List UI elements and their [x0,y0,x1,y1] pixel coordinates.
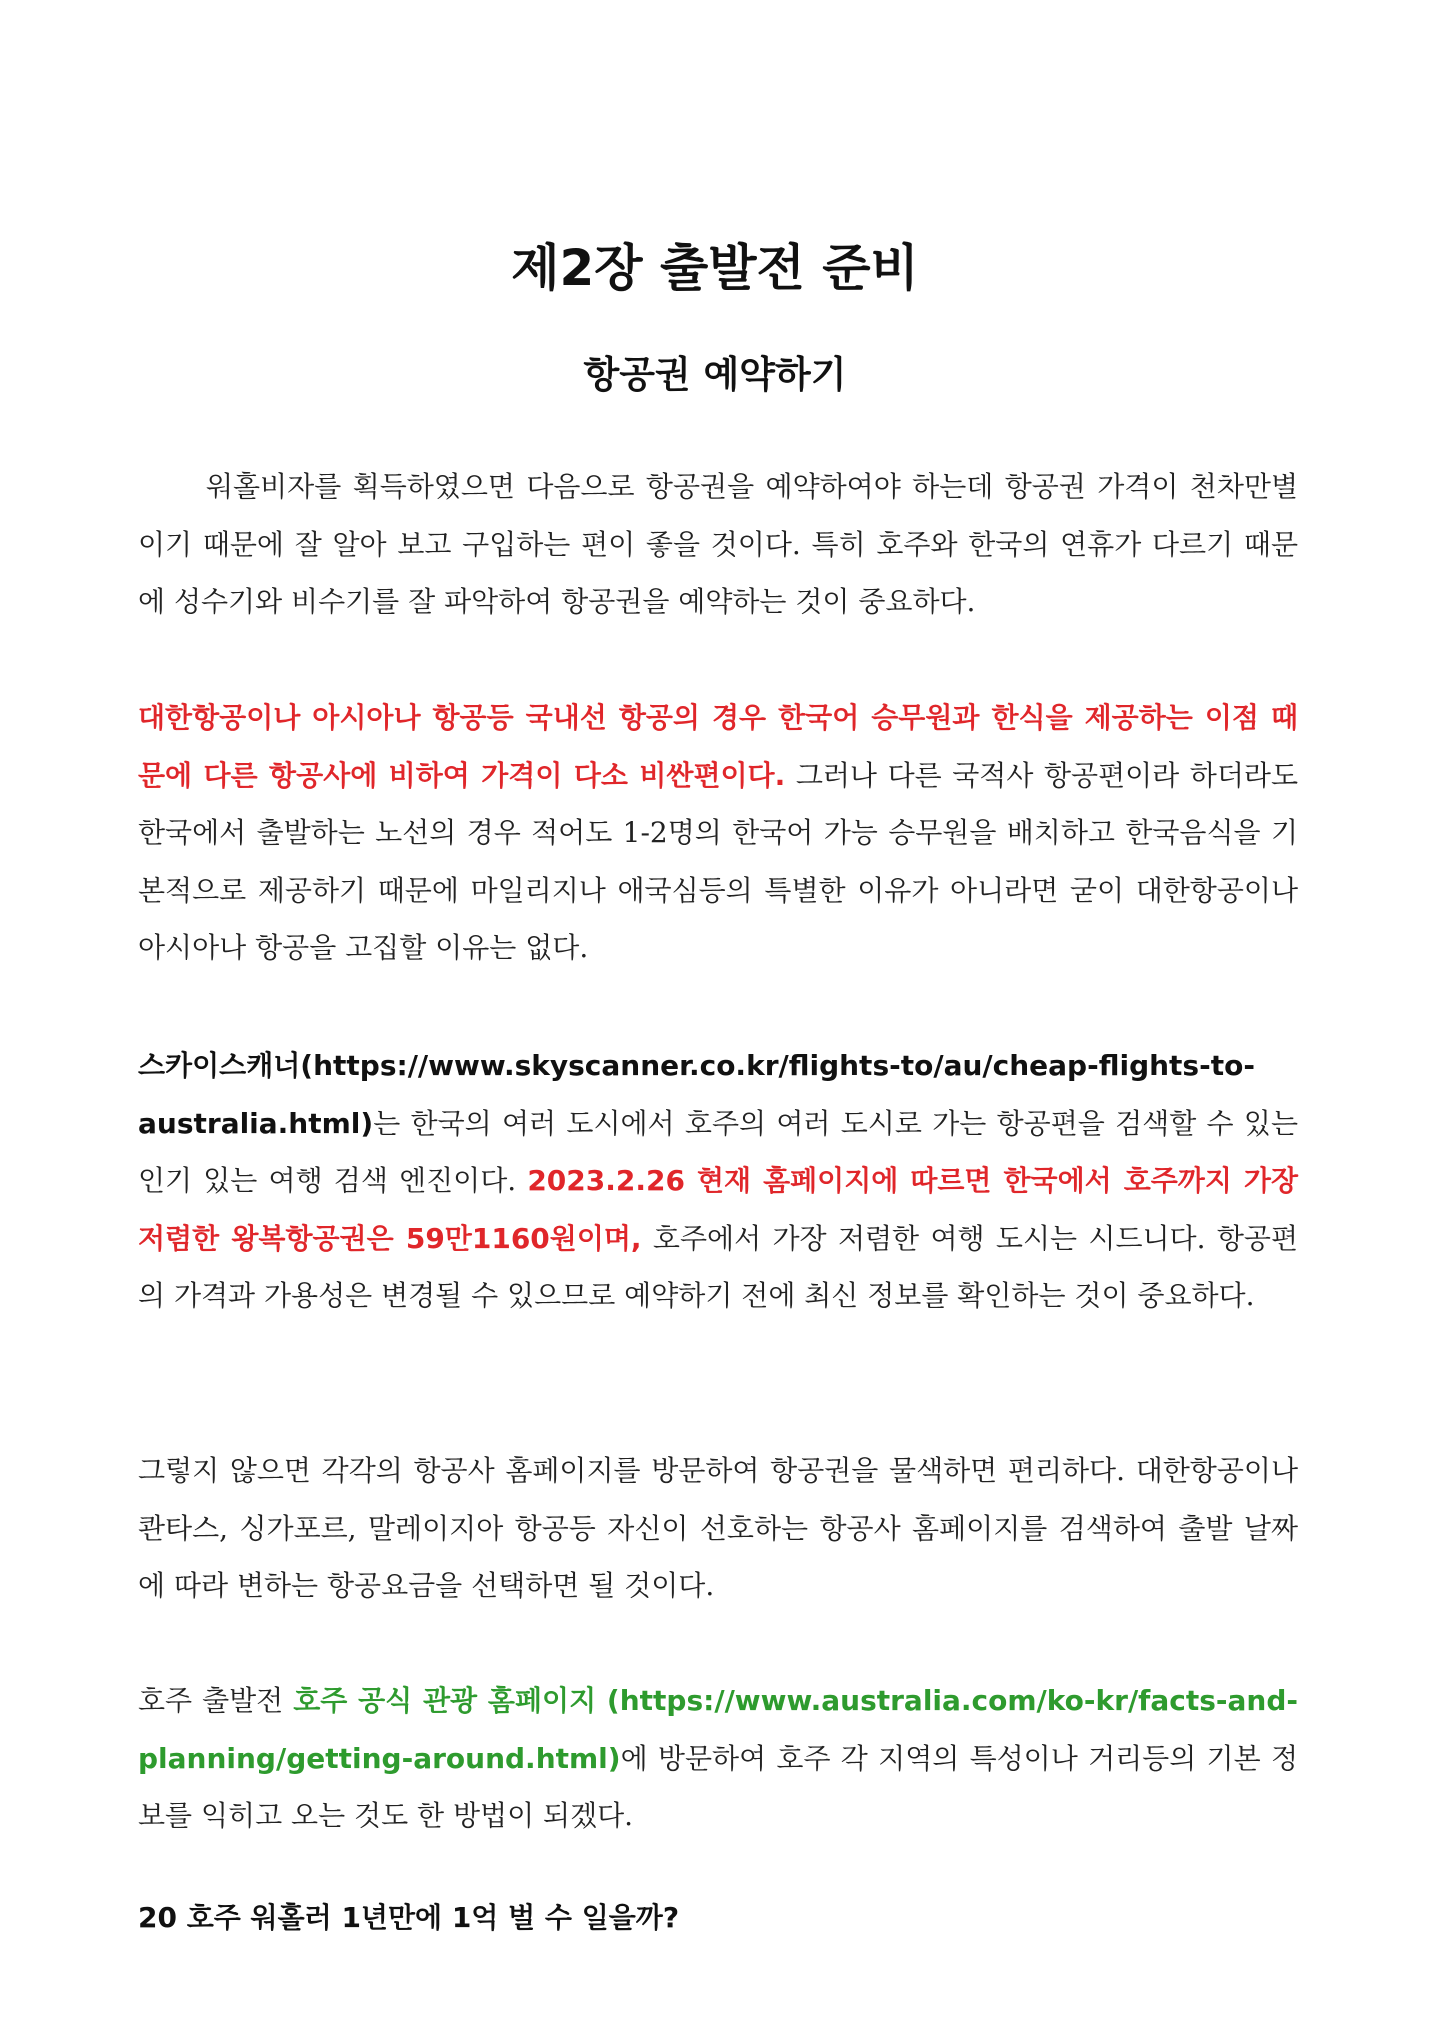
skyscanner-link[interactable]: 스카이스캐너(https://www.skyscanner.co.kr/flights-to/au/cheap-flights-to-australia.html) [138,1049,1255,1140]
page-footer: 20 호주 워홀러 1년만에 1억 벌 수 일을까? [138,1901,680,1934]
paragraph-airlines [138,689,1298,977]
paragraph-airline-homepages-text: 그렇지 않으면 각각의 항공사 홈페이지를 방문하여 항공권을 물색하면 편리하다. 대한항공이나 콴타스, 싱가포르, 말레이지아 항공등 자신이 선호하는 항공사 홈페이지를 검색하여 출발 날짜에 따라 변하는 항공요금을 선택하면 될 것이다. [138,1454,1298,1602]
paragraph-skyscanner [138,1037,1298,1325]
paragraph-tourism-start: 호주 출발전 [138,1684,294,1717]
highlight-cheapest-fare: 2023.2.26 현재 홈페이지에 따르면 한국에서 호주까지 가장 저렴한 왕복항공권은 59만1160원이며, [138,1164,1298,1255]
paragraph-intro-text: 워홀비자를 획득하였으면 다음으로 항공권을 예약하여야 하는데 항공권 가격이 천차만별이기 때문에 잘 알아 보고 구입하는 편이 좋을 것이다. 특히 호주와 한국의 연휴가 다르기 때문에 성수기와 비수기를 잘 파악하여 항공권을 예약하는 것이 중요하다. [138,470,1298,618]
section-title: 항공권 예약하기 [583,353,847,396]
paragraph-tourism-rest: 에 방문하여 호주 각 지역의 특성이나 거리등의 기본 정보를 익히고 오는 것도 한 방법이 되겠다. [138,1741,1298,1832]
australia-tourism-link[interactable]: 호주 공식 관광 홈페이지 (https://www.australia.com/ko-kr/facts-and-planning/getting-around.html) [138,1684,1299,1775]
highlight-airlines-price: 대한항공이나 아시아나 항공등 국내선 항공의 경우 한국어 승무원과 한식을 제공하는 이점 때문에 다른 항공사에 비하여 가격이 다소 비싼편이다. [138,701,1298,792]
paragraph-airlines-text: 그러나 다른 국적사 항공편이라 하더라도 한국에서 출발하는 노선의 경우 적어도 1-2명의 한국어 가능 승무원을 배치하고 한국음식을 기본적으로 제공하기 때문에 마일리지나 애국심등의 특별한 이유가 아니라면 굳이 대한항공이나 아시아나 항공을 고집할 이유는 없다. [138,758,1298,964]
chapter-title: 제2장 출발전 준비 [511,239,919,297]
paragraph-airline-homepages [138,1442,1298,1615]
paragraph-skyscanner-rest: 호주에서 가장 저렴한 여행 도시는 시드니다. 항공편의 가격과 가용성은 변경될 수 있으므로 예약하기 전에 최신 정보를 확인하는 것이 중요하다. [138,1221,1298,1312]
paragraph-tourism-site [138,1672,1298,1845]
paragraph-skyscanner-text: 는 한국의 여러 도시에서 호주의 여러 도시로 가는 항공편을 검색할 수 있는 인기 있는 여행 검색 엔진이다. [138,1106,1298,1197]
paragraph-intro [138,458,1298,631]
